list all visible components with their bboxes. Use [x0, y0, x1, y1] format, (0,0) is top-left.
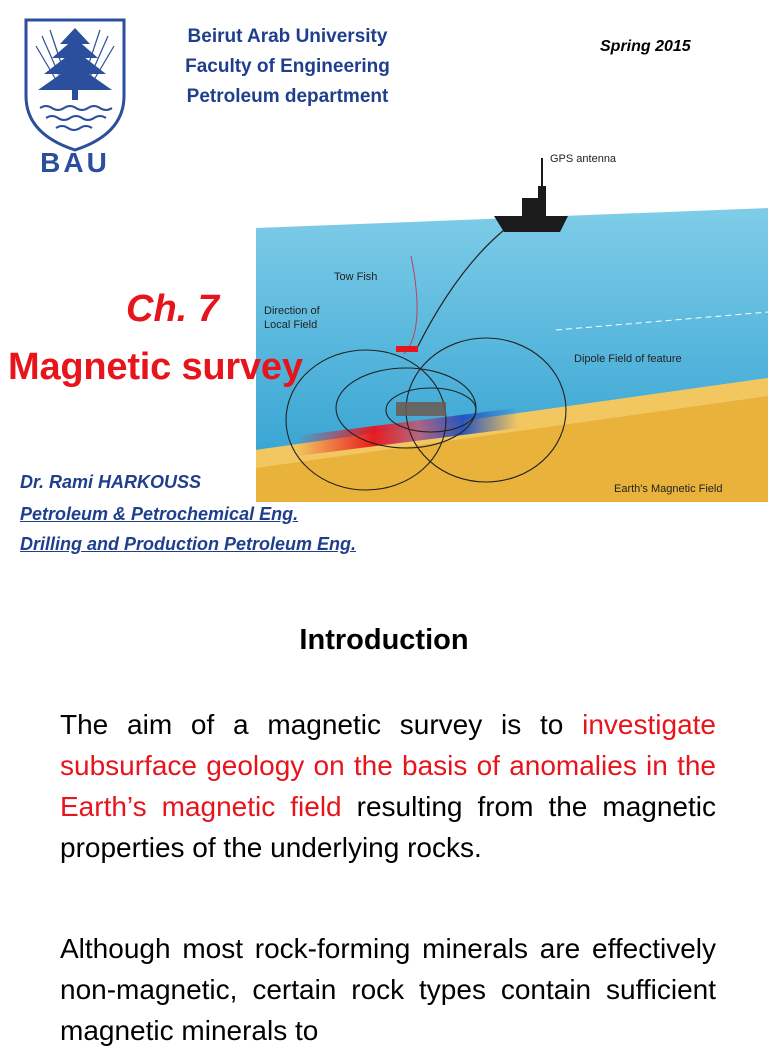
term-label: Spring 2015 [600, 38, 691, 55]
logo-text: BAU [40, 147, 110, 176]
department-name: Petroleum department [186, 86, 389, 107]
second-paragraph: Although most rock-forming minerals are effectively non-magnetic, certain rock types contain sufficient magnetic minerals to [60, 933, 716, 1046]
towfish-label: Tow Fish [334, 271, 378, 283]
direction-label-1: Direction of [264, 305, 320, 317]
bau-logo [22, 16, 128, 176]
direction-label-2: Local Field [264, 319, 318, 331]
author-dept-link-2[interactable]: Drilling and Production Petroleum Eng. [20, 534, 357, 554]
institution-name: Beirut Arab University [187, 26, 388, 47]
intro-paragraph [60, 704, 716, 868]
dipole-label: Dipole Field of feature [574, 353, 682, 365]
p1-text-a: The aim of a magnetic survey is to [60, 709, 583, 740]
author-name: Dr. Rami HARKOUSS [20, 472, 202, 492]
magnetic-survey-diagram [256, 150, 768, 502]
section-heading: Introduction [299, 624, 469, 656]
p1-text-b: resulting from the magnetic properties of the underlying rocks. [60, 791, 716, 863]
chapter-title: Ch. 7 [126, 288, 219, 330]
gps-label: GPS antenna [550, 153, 617, 165]
subject-title: Magnetic survey [8, 346, 303, 388]
author-dept-link-1[interactable]: Petroleum & Petrochemical Eng. [20, 504, 299, 524]
faculty-name: Faculty of Engineering [185, 56, 390, 77]
tow-fish-icon [396, 346, 418, 352]
earth-field-label: Earth's Magnetic Field [614, 483, 723, 495]
p1-highlight: investigate subsurface geology on the basis of anomalies in the Earth’s magnetic field [60, 709, 716, 822]
